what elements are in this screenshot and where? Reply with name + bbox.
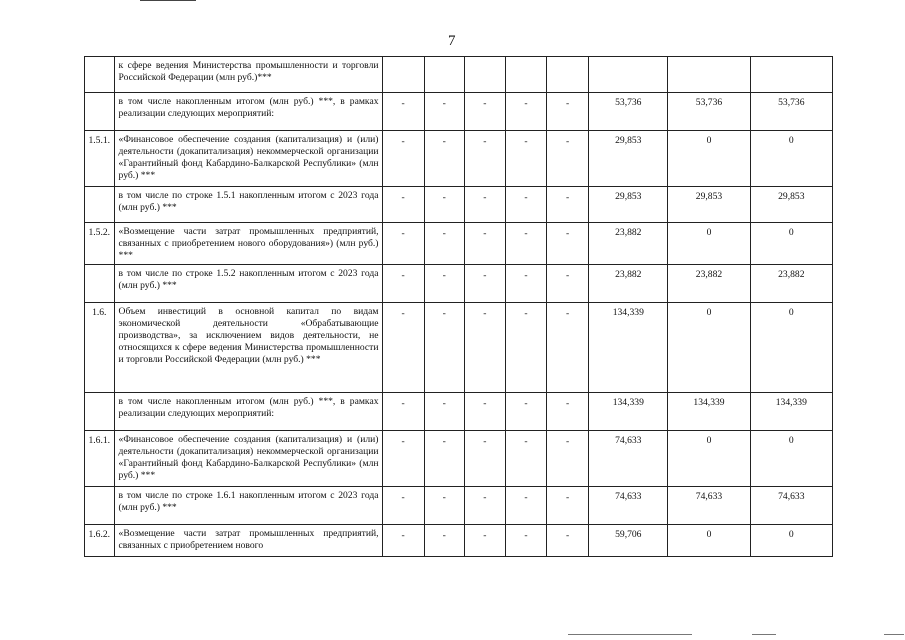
- year-cell: -: [464, 131, 505, 187]
- year-cell: -: [464, 265, 505, 303]
- row-description: Объем инвестиций в основной капитал по видам экономической деятельности «Обрабатывающие производства», за исключением видов деятельности, не относящихся к сфере ведения Министерства промышленности и торговли Российской Федерации (млн руб.) ***: [114, 303, 382, 393]
- year-cell: -: [547, 487, 589, 525]
- year-cell: -: [424, 431, 464, 487]
- year-cell: [464, 57, 505, 93]
- row-number: 1.6.1.: [85, 431, 115, 487]
- row-number: 1.6.2.: [85, 525, 115, 557]
- footer-line-right: [752, 634, 776, 635]
- row-number: [85, 93, 115, 131]
- year-cell: -: [505, 487, 546, 525]
- year-cell: -: [505, 525, 546, 557]
- table-row: [85, 393, 833, 431]
- year-cell: -: [382, 223, 424, 265]
- year-cell: -: [464, 487, 505, 525]
- value-cell: 134,339: [668, 393, 750, 431]
- year-cell: -: [464, 431, 505, 487]
- year-cell: -: [424, 93, 464, 131]
- value-cell: 0: [668, 223, 750, 265]
- year-cell: [382, 57, 424, 93]
- table-row: [85, 187, 833, 223]
- value-cell: 23,882: [589, 265, 668, 303]
- year-cell: -: [505, 303, 546, 393]
- year-cell: -: [547, 303, 589, 393]
- row-description: «Возмещение части затрат промышленных предприятий, связанных с приобретением нового оборудования») (млн руб.) ***: [114, 223, 382, 265]
- year-cell: -: [464, 187, 505, 223]
- year-cell: -: [464, 393, 505, 431]
- year-cell: -: [382, 93, 424, 131]
- year-cell: -: [464, 525, 505, 557]
- value-cell: 134,339: [589, 303, 668, 393]
- year-cell: -: [382, 393, 424, 431]
- year-cell: -: [464, 93, 505, 131]
- row-description: «Возмещение части затрат промышленных предприятий, связанных с приобретением нового: [114, 525, 382, 557]
- table-row: [85, 223, 833, 265]
- value-cell: 23,882: [750, 265, 832, 303]
- row-number: 1.6.: [85, 303, 115, 393]
- row-number: 1.5.2.: [85, 223, 115, 265]
- row-description: к сфере ведения Министерства промышленности и торговли Российской Федерации (млн руб.)***: [114, 57, 382, 93]
- footer-line: [568, 634, 692, 635]
- year-cell: [424, 57, 464, 93]
- year-cell: -: [382, 525, 424, 557]
- year-cell: -: [464, 303, 505, 393]
- year-cell: -: [547, 187, 589, 223]
- value-cell: 29,853: [750, 187, 832, 223]
- indicator-table: [84, 56, 833, 557]
- year-cell: -: [547, 431, 589, 487]
- year-cell: -: [424, 393, 464, 431]
- year-cell: -: [382, 303, 424, 393]
- year-cell: -: [505, 93, 546, 131]
- year-cell: -: [464, 223, 505, 265]
- value-cell: 23,882: [589, 223, 668, 265]
- year-cell: -: [505, 223, 546, 265]
- table-body: [85, 57, 833, 557]
- row-number: [85, 265, 115, 303]
- year-cell: -: [505, 431, 546, 487]
- value-cell: 0: [750, 131, 832, 187]
- year-cell: -: [382, 265, 424, 303]
- year-cell: -: [547, 131, 589, 187]
- year-cell: -: [547, 393, 589, 431]
- row-description: «Финансовое обеспечение создания (капитализация) и (или) деятельности (докапитализация) некоммерческой организации «Гарантийный фонд Кабардино-Балкарской Республики» (млн руб.) ***: [114, 431, 382, 487]
- value-cell: 59,706: [589, 525, 668, 557]
- year-cell: -: [382, 187, 424, 223]
- year-cell: -: [547, 93, 589, 131]
- year-cell: [547, 57, 589, 93]
- year-cell: -: [382, 431, 424, 487]
- value-cell: 134,339: [750, 393, 832, 431]
- value-cell: 23,882: [668, 265, 750, 303]
- page-number: 7: [448, 33, 456, 49]
- year-cell: -: [547, 265, 589, 303]
- value-cell: 0: [750, 223, 832, 265]
- row-number: [85, 393, 115, 431]
- value-cell: 53,736: [750, 93, 832, 131]
- value-cell: 74,633: [589, 487, 668, 525]
- value-cell: [589, 57, 668, 93]
- value-cell: 74,633: [750, 487, 832, 525]
- value-cell: 29,853: [589, 131, 668, 187]
- year-cell: -: [505, 187, 546, 223]
- value-cell: 53,736: [668, 93, 750, 131]
- table-row: [85, 57, 833, 93]
- value-cell: 53,736: [589, 93, 668, 131]
- year-cell: -: [424, 303, 464, 393]
- row-description: «Финансовое обеспечение создания (капитализация) и (или) деятельности (докапитализация) некоммерческой организации «Гарантийный фонд Кабардино-Балкарской Республики» (млн руб.) ***: [114, 131, 382, 187]
- row-description: в том числе по строке 1.5.1 накопленным итогом с 2023 года (млн руб.) ***: [114, 187, 382, 223]
- year-cell: -: [424, 487, 464, 525]
- year-cell: -: [505, 265, 546, 303]
- value-cell: 29,853: [668, 187, 750, 223]
- year-cell: -: [505, 131, 546, 187]
- row-description: в том числе накопленным итогом (млн руб.) ***, в рамках реализации следующих мероприятий:: [114, 93, 382, 131]
- value-cell: 0: [750, 431, 832, 487]
- value-cell: 74,633: [668, 487, 750, 525]
- top-edge-mark: [140, 0, 196, 1]
- table-row: [85, 487, 833, 525]
- year-cell: -: [382, 131, 424, 187]
- value-cell: 0: [668, 525, 750, 557]
- value-cell: 0: [750, 525, 832, 557]
- row-description: в том числе накопленным итогом (млн руб.) ***, в рамках реализации следующих мероприятий:: [114, 393, 382, 431]
- year-cell: -: [382, 487, 424, 525]
- table-row: [85, 525, 833, 557]
- year-cell: -: [547, 525, 589, 557]
- row-number: 1.5.1.: [85, 131, 115, 187]
- year-cell: -: [424, 187, 464, 223]
- year-cell: -: [424, 525, 464, 557]
- value-cell: 0: [668, 431, 750, 487]
- value-cell: 0: [750, 303, 832, 393]
- table-row: [85, 265, 833, 303]
- year-cell: -: [424, 131, 464, 187]
- year-cell: -: [424, 265, 464, 303]
- table-row: [85, 303, 833, 393]
- value-cell: 0: [668, 131, 750, 187]
- value-cell: [668, 57, 750, 93]
- value-cell: 74,633: [589, 431, 668, 487]
- row-number: [85, 187, 115, 223]
- value-cell: [750, 57, 832, 93]
- row-description: в том числе по строке 1.5.2 накопленным итогом с 2023 года (млн руб.) ***: [114, 265, 382, 303]
- value-cell: 29,853: [589, 187, 668, 223]
- year-cell: -: [505, 393, 546, 431]
- year-cell: [505, 57, 546, 93]
- year-cell: -: [547, 223, 589, 265]
- table-row: [85, 131, 833, 187]
- value-cell: 134,339: [589, 393, 668, 431]
- row-number: [85, 57, 115, 93]
- row-number: [85, 487, 115, 525]
- table-row: [85, 93, 833, 131]
- table-row: [85, 431, 833, 487]
- value-cell: 0: [668, 303, 750, 393]
- footer-line-edge: [884, 634, 904, 635]
- year-cell: -: [424, 223, 464, 265]
- row-description: в том числе по строке 1.6.1 накопленным итогом с 2023 года (млн руб.) ***: [114, 487, 382, 525]
